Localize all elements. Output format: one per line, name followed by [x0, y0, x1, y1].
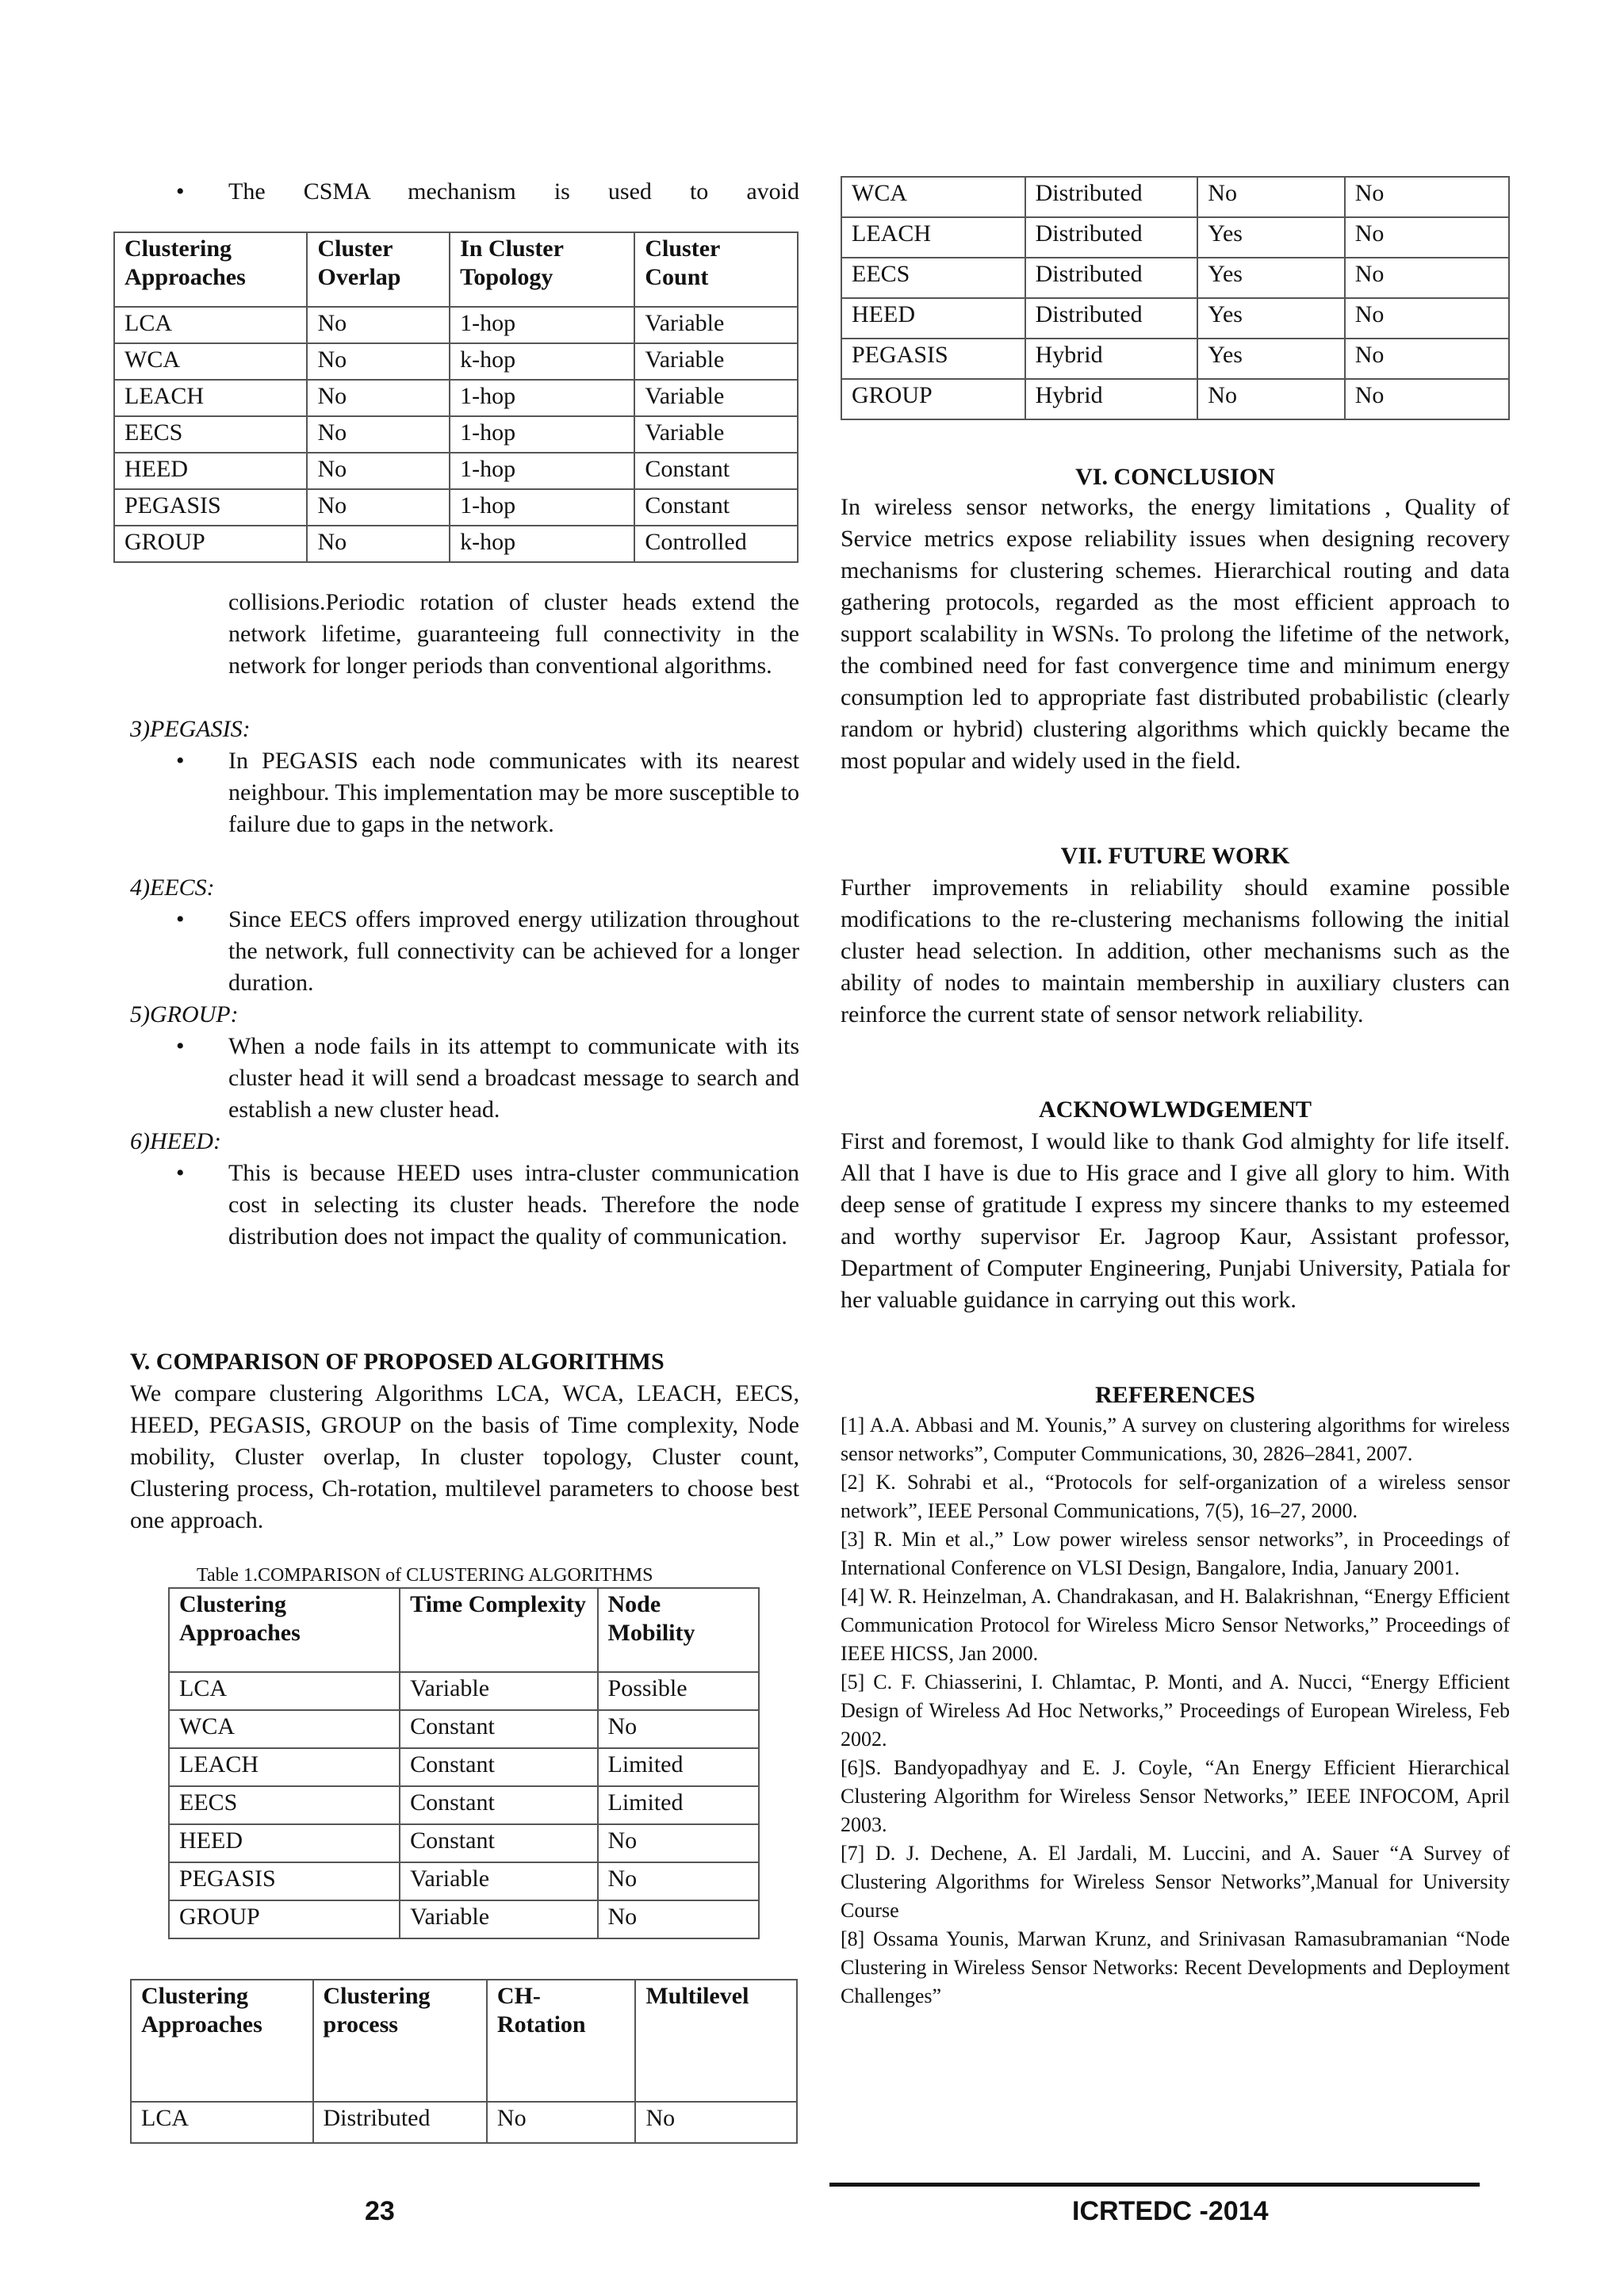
table-cell: Yes [1197, 217, 1344, 258]
table-row [841, 258, 1509, 298]
bullet-dot: • [176, 748, 185, 774]
table-cell: Constant [400, 1710, 597, 1748]
table-header-cell: Cluster Overlap [307, 232, 450, 307]
table-cell: Yes [1197, 339, 1344, 379]
table-cell: Variable [634, 343, 798, 380]
table-row [169, 1824, 759, 1862]
table-row [841, 217, 1509, 258]
table-row [131, 2102, 797, 2143]
table-header-row [114, 232, 798, 307]
references-heading: REFERENCES [1095, 1382, 1255, 1408]
table-header-row [131, 1980, 797, 2102]
table-cell: No [487, 2102, 636, 2143]
table-cell: No [598, 1900, 759, 1938]
bullet-dot: • [176, 1160, 185, 1186]
table-row [169, 1710, 759, 1748]
table-cell: No [598, 1710, 759, 1748]
table-row [169, 1786, 759, 1824]
table-cell: Constant [634, 489, 798, 526]
table-cell: Variable [634, 380, 798, 416]
table-cell: No [1345, 177, 1509, 217]
table-cell: No [1345, 258, 1509, 298]
table-cell: LEACH [114, 380, 307, 416]
table-cell: Limited [598, 1748, 759, 1786]
table-cell: HEED [169, 1824, 400, 1862]
section-5-text: We compare clustering Algorithms LCA, WCA, LEACH, EECS, HEED, PEGASIS, GROUP on the basis of Time complexity, Node mobility, Cluster overlap, In cluster topology, Cluster count, Clustering process, Ch-rotation, multilevel parameters to choose best one approach. [130, 1380, 799, 1533]
table-cell: GROUP [114, 526, 307, 562]
group-heading: 5)GROUP: [130, 1001, 239, 1027]
table-cell: HEED [841, 298, 1025, 339]
acknowledgement-heading: ACKNOWLWDGEMENT [1039, 1096, 1312, 1123]
table-cell: No [1345, 339, 1509, 379]
bullet-dot: • [176, 906, 185, 932]
eecs-heading: 4)EECS: [130, 874, 215, 901]
table-cell: Variable [634, 307, 798, 343]
table-cell: PEGASIS [114, 489, 307, 526]
reference-item: [2] K. Sohrabi et al., “Protocols for self-organization of a wireless sensor network”, IEEE Personal Communications, 7(5), 16–27, 2000. [841, 1471, 1510, 1522]
table-cell: Distributed [1025, 298, 1198, 339]
table-cell: No [307, 416, 450, 453]
table-header-cell: Cluster Count [634, 232, 798, 307]
table-cell: Variable [400, 1862, 597, 1900]
table-cell: Controlled [634, 526, 798, 562]
conclusion-heading: VI. CONCLUSION [1075, 464, 1275, 490]
table-cell: Constant [400, 1824, 597, 1862]
table-cell: 1-hop [450, 416, 634, 453]
table-header-cell: Clustering Approaches [169, 1588, 400, 1672]
table-cell: Distributed [1025, 217, 1198, 258]
table-header-cell: Clustering process [313, 1980, 487, 2102]
table-header-cell: Node Mobility [598, 1588, 759, 1672]
reference-item: [1] A.A. Abbasi and M. Younis,” A survey on clustering algorithms for wireless sensor networks”, Computer Communications, 30, 2826–2841, 2007. [841, 1414, 1510, 1465]
future-work-text: Further improvements in reliability should examine possible modifications to the re-clustering mechanisms following the initial cluster head selection. In addition, other mechanisms such as the ability of nodes to maintain membership in auxiliary clusters can reinforce the current state of sensor network reliability. [841, 874, 1510, 1027]
reference-item: [5] C. F. Chiasserini, I. Chlamtac, P. Monti, and A. Nucci, “Energy Efficient Design of Wireless Ad Hoc Networks,” Proceedings of European Wireless, Feb 2002. [841, 1670, 1510, 1751]
table-cell: Distributed [313, 2102, 487, 2143]
table-cell: No [598, 1862, 759, 1900]
table-cell: 1-hop [450, 380, 634, 416]
table-row [114, 307, 798, 343]
conclusion-text: In wireless sensor networks, the energy limitations , Quality of Service metrics expose reliability issues when designing recovery mechanisms for clustering schemes. Hierarchical routing and data gathering protocols, regarded as the most efficient approach to support scalability in WSNs. To prolong the lifetime of the network, the combined need for fast convergence time and minimum energy consumption led to appropriate fast distributed probabilistic (clearly random or hybrid) clustering algorithms which quickly became the most popular and widely used in the field. [841, 494, 1510, 774]
table-row [169, 1900, 759, 1938]
table-cell: Variable [400, 1672, 597, 1710]
pegasis-bullet [176, 745, 799, 872]
table-header-cell: Multilevel [635, 1980, 797, 2102]
table-cell: EECS [841, 258, 1025, 298]
section-5-heading: V. COMPARISON OF PROPOSED ALGORITHMS [130, 1349, 665, 1375]
table-cell: k-hop [450, 526, 634, 562]
references-list [841, 1411, 1510, 2011]
table-cell: GROUP [169, 1900, 400, 1938]
csma-bullet-text: The CSMA mechanism is used to avoid [228, 178, 799, 205]
reference-item: [3] R. Min et al.,” Low power wireless sensor networks”, in Proceedings of International Conference on VLSI Design, Bangalore, India, January 2001. [841, 1528, 1510, 1579]
future-work-heading: VII. FUTURE WORK [1060, 843, 1290, 869]
csma-continuation: collisions.Periodic rotation of cluster heads extend the network lifetime, guaranteeing full connectivity in the network for longer periods than conventional algorithms. [228, 589, 799, 679]
table-cell: Hybrid [1025, 339, 1198, 379]
comparison-table-1 [168, 1587, 760, 1939]
table-cell: No [635, 2102, 797, 2143]
table-row [114, 453, 798, 489]
table-cell: LCA [114, 307, 307, 343]
table-cell: No [307, 489, 450, 526]
table-header-cell: Clustering Approaches [131, 1980, 313, 2102]
group-bullet-text: When a node fails in its attempt to communicate with its cluster head it will send a broadcast message to search and establish a new cluster head. [228, 1033, 799, 1123]
table-cell: No [1345, 298, 1509, 339]
table-cell: LCA [169, 1672, 400, 1710]
table-cell: Variable [400, 1900, 597, 1938]
reference-item: [8] Ossama Younis, Marwan Krunz, and Srinivasan Ramasubramanian “Node Clustering in Wireless Sensor Networks: Recent Developments and Deployment Challenges” [841, 1927, 1510, 2007]
table-cell: No [307, 307, 450, 343]
table-row [169, 1862, 759, 1900]
table-cell: LCA [131, 2102, 313, 2143]
table-cell: Hybrid [1025, 379, 1198, 419]
footer-rule [829, 2183, 1480, 2187]
table-cell: GROUP [841, 379, 1025, 419]
table-cell: k-hop [450, 343, 634, 380]
table-row [114, 380, 798, 416]
table-row [114, 343, 798, 380]
table-cell: 1-hop [450, 453, 634, 489]
table-cell: No [598, 1824, 759, 1862]
table-cell: LEACH [841, 217, 1025, 258]
table-cell: WCA [169, 1710, 400, 1748]
table-cell: Distributed [1025, 258, 1198, 298]
bullet-dot: • [176, 1033, 185, 1059]
table-cell: Limited [598, 1786, 759, 1824]
table-cell: WCA [114, 343, 307, 380]
bullet-dot: • [176, 178, 185, 205]
table-cell: Possible [598, 1672, 759, 1710]
clustering-process-table-continued [841, 176, 1510, 420]
table-header-cell: CH-Rotation [487, 1980, 636, 2102]
table-cell: No [307, 526, 450, 562]
table-cell: No [1345, 379, 1509, 419]
heed-bullet [176, 1158, 799, 1284]
table-cell: 1-hop [450, 307, 634, 343]
reference-item: [4] W. R. Heinzelman, A. Chandrakasan, and H. Balakrishnan, “Energy Efficient Communication Protocol for Wireless Micro Sensor Networks,” Proceedings of IEEE HICSS, Jan 2000. [841, 1585, 1510, 1665]
eecs-bullet-text: Since EECS offers improved energy utilization throughout the network, full connectivity can be achieved for a longer duration. [228, 906, 799, 996]
table-cell: No [307, 343, 450, 380]
heed-bullet-text: This is because HEED uses intra-cluster communication cost in selecting its cluster heads. Therefore the node distribution does not impact the quality of communication. [228, 1160, 799, 1249]
csma-bullet [176, 176, 799, 208]
table-cell: Constant [634, 453, 798, 489]
table-row [169, 1748, 759, 1786]
table-cell: No [307, 453, 450, 489]
acknowledgement-text: First and foremost, I would like to thank God almighty for life itself. All that I have is due to His grace and I give all glory to him. With deep sense of gratitude I express my sincere thanks to my esteemed and worthy supervisor Er. Jagroop Kaur, Assistant professor, Department of Computer Engineering, Punjabi University, Patiala for her valuable guidance in carrying out this work. [841, 1128, 1510, 1313]
reference-item: [7] D. J. Dechene, A. El Jardali, M. Luccini, and A. Sauer “A Survey of Clustering Algorithms for Wireless Sensor Networks”,Manual for University Course [841, 1842, 1510, 1922]
table-header-cell: In Cluster Topology [450, 232, 634, 307]
conference-name: ICRTEDC -2014 [1072, 2196, 1269, 2226]
page-number: 23 [365, 2196, 395, 2226]
table-header-row [169, 1588, 759, 1672]
table-header-cell: Time Complexity [400, 1588, 597, 1672]
table-cell: PEGASIS [841, 339, 1025, 379]
table-cell: No [1345, 217, 1509, 258]
table-cell: No [307, 380, 450, 416]
table-row [841, 339, 1509, 379]
heed-heading: 6)HEED: [130, 1128, 221, 1154]
group-bullet [176, 1031, 799, 1126]
eecs-bullet [176, 904, 799, 999]
table-cell: Distributed [1025, 177, 1198, 217]
pegasis-heading: 3)PEGASIS: [130, 716, 251, 742]
cluster-overlap-table [113, 232, 799, 563]
table-row [841, 298, 1509, 339]
table-row [114, 416, 798, 453]
table-cell: PEGASIS [169, 1862, 400, 1900]
table-row [841, 379, 1509, 419]
table-cell: HEED [114, 453, 307, 489]
table-row [169, 1672, 759, 1710]
table-cell: Constant [400, 1786, 597, 1824]
table-1-caption: Table 1.COMPARISON of CLUSTERING ALGORITHMS [197, 1565, 653, 1586]
table-cell: No [1197, 379, 1344, 419]
table-cell: Yes [1197, 298, 1344, 339]
table-cell: EECS [114, 416, 307, 453]
table-cell: Yes [1197, 258, 1344, 298]
table-row [841, 177, 1509, 217]
table-cell: WCA [841, 177, 1025, 217]
table-row [114, 489, 798, 526]
pegasis-bullet-text: In PEGASIS each node communicates with its nearest neighbour. This implementation may be more susceptible to failure due to gaps in the network. [228, 748, 799, 837]
table-cell: Variable [634, 416, 798, 453]
table-cell: EECS [169, 1786, 400, 1824]
table-row [114, 526, 798, 562]
table-cell: 1-hop [450, 489, 634, 526]
table-cell: No [1197, 177, 1344, 217]
table-cell: LEACH [169, 1748, 400, 1786]
table-cell: Constant [400, 1748, 597, 1786]
reference-item: [6]S. Bandyopadhyay and E. J. Coyle, “An Energy Efficient Hierarchical Clustering Algorithm for Wireless Sensor Networks,” IEEE INFOCOM, April 2003. [841, 1756, 1510, 1836]
table-header-cell: Clustering Approaches [114, 232, 307, 307]
clustering-process-table [130, 1979, 798, 2144]
